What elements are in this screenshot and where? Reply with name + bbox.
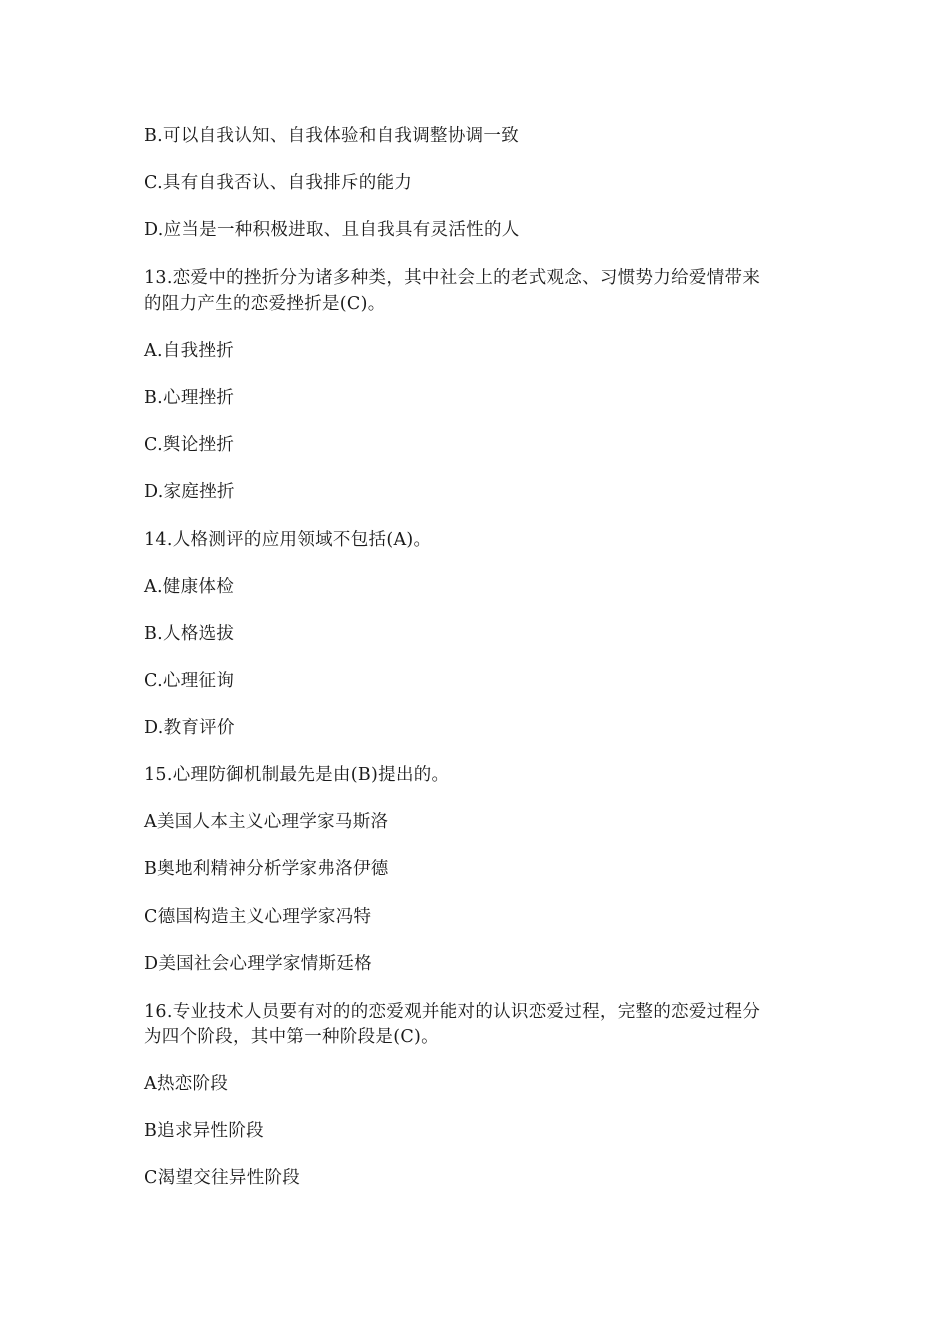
option-a-q16: A热恋阶段: [144, 1074, 229, 1094]
option-b-q13: B.心理挫折: [144, 388, 235, 408]
option-a-q15: A美国人本主义心理学家马斯洛: [144, 812, 389, 832]
option-c-q12: C.具有自我否认、自我排斥的能力: [144, 173, 413, 193]
question-15: 15.心理防御机制最先是由(B)提出的。: [144, 765, 450, 785]
question-16-line-2: 为四个阶段，其中第一种阶段是(C)。: [144, 1027, 439, 1047]
option-b-q15: B奥地利精神分析学家弗洛伊德: [144, 859, 389, 879]
question-13-line-1: 13.恋爱中的挫折分为诸多种类，其中社会上的老式观念、习惯势力给爱情带来: [144, 268, 761, 288]
option-c-q15: C德国构造主义心理学家冯特: [144, 907, 372, 927]
option-c-q13: C.舆论挫折: [144, 435, 235, 455]
option-b-q14: B.人格选拔: [144, 624, 235, 644]
option-b-q16: B追求异性阶段: [144, 1121, 264, 1141]
option-c-q16: C渴望交往异性阶段: [144, 1168, 301, 1188]
option-d-q15: D美国社会心理学家情斯廷格: [144, 954, 372, 974]
option-c-q14: C.心理征询: [144, 671, 235, 691]
option-d-q14: D.教育评价: [144, 718, 235, 738]
option-a-q14: A.健康体检: [144, 577, 235, 597]
option-d-q12: D.应当是一种积极进取、且自我具有灵活性的人: [144, 220, 520, 240]
option-a-q13: A.自我挫折: [144, 341, 235, 361]
question-13-line-2: 的阻力产生的恋爱挫折是(C)。: [144, 294, 386, 314]
question-16-line-1: 16.专业技术人员要有对的的恋爱观并能对的认识恋爱过程，完整的恋爱过程分: [144, 1002, 761, 1022]
option-b-q12: B.可以自我认知、自我体验和自我调整协调一致: [144, 126, 520, 146]
option-d-q13: D.家庭挫折: [144, 482, 235, 502]
question-14: 14.人格测评的应用领域不包括(A)。: [144, 530, 432, 550]
